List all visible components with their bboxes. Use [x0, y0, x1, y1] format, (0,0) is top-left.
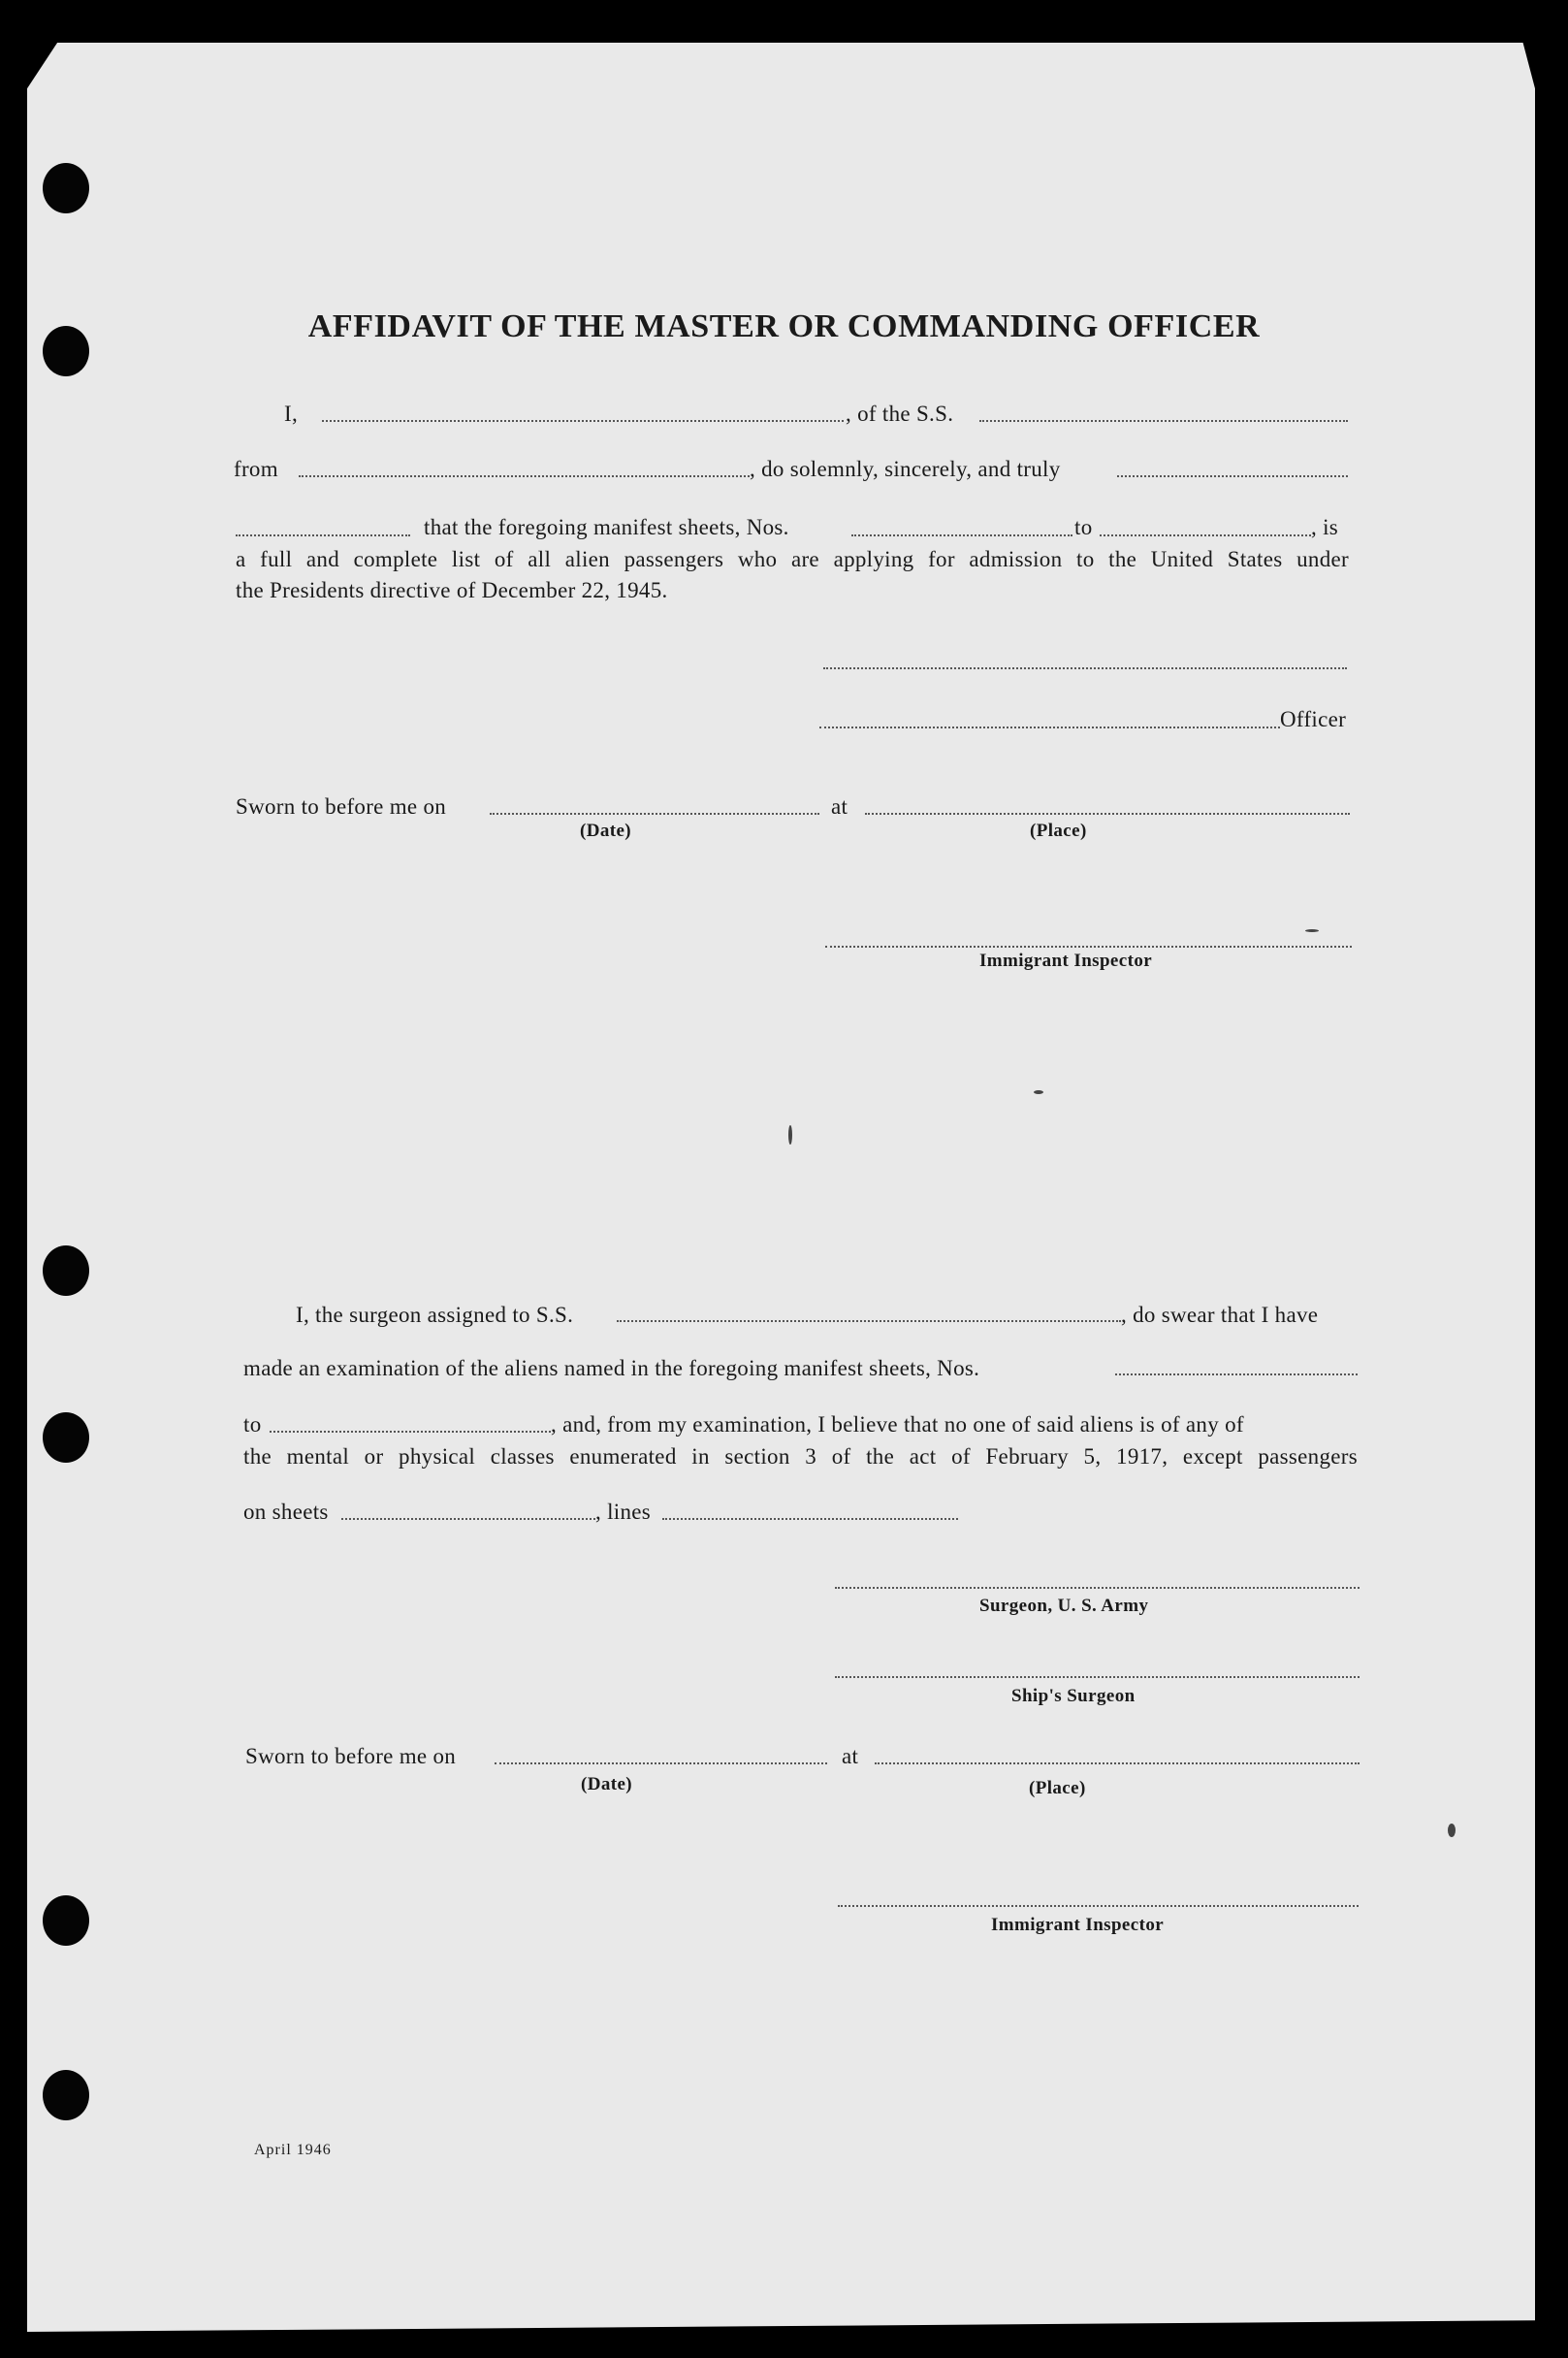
surgeon-line3-mid: , and, from my examination, I believe that no one of said aliens is of any of — [551, 1412, 1244, 1437]
master-line1-mid: , of the S.S. — [846, 402, 954, 426]
surgeon-line3-prefix: to — [243, 1412, 262, 1437]
speck — [1448, 1824, 1456, 1837]
officer-signature-line-1[interactable] — [823, 667, 1347, 669]
document-title: AFFIDAVIT OF THE MASTER OR COMMANDING OFFICER — [307, 308, 1261, 344]
master-line3-end: , is — [1311, 515, 1339, 539]
punch-hole-icon — [43, 163, 89, 213]
nos-from-blank[interactable] — [851, 534, 1072, 536]
master-line1-prefix: I, — [284, 402, 299, 426]
nos-to-blank[interactable] — [1100, 534, 1311, 536]
master-line3-to: to — [1074, 515, 1093, 539]
surgeon-inspector-signature-line[interactable] — [838, 1905, 1359, 1907]
surgeon-line5-prefix: on sheets — [243, 1500, 329, 1524]
surgeon-lines-blank[interactable] — [662, 1518, 958, 1520]
speck — [788, 1125, 792, 1145]
declare-blank[interactable] — [236, 534, 410, 536]
army-surgeon-signature-line[interactable] — [835, 1587, 1360, 1589]
surgeon-line1-prefix: I, the surgeon assigned to S.S. — [296, 1303, 574, 1327]
surgeon-nos-blank[interactable] — [1115, 1373, 1358, 1375]
surgeon-ship-blank[interactable] — [617, 1320, 1121, 1322]
officer-signature-line-2[interactable] — [819, 727, 1280, 728]
surgeon-line5-mid: , lines — [595, 1500, 652, 1524]
from-blank[interactable] — [299, 475, 750, 477]
army-surgeon-caption: Surgeon, U. S. Army — [979, 1596, 1149, 1616]
master-line4: a full and complete list of all alien passengers who are applying for admission to the United States under — [236, 547, 1349, 571]
master-sworn-place-blank[interactable] — [865, 813, 1350, 815]
punch-hole-icon — [43, 1412, 89, 1463]
master-inspector-caption: Immigrant Inspector — [979, 951, 1153, 971]
officer-label: Officer — [1280, 707, 1347, 731]
ship-surgeon-caption: Ship's Surgeon — [1011, 1686, 1136, 1706]
ship-surgeon-signature-line[interactable] — [835, 1676, 1360, 1678]
surgeon-to-blank[interactable] — [270, 1431, 551, 1433]
surgeon-sworn-prefix: Sworn to before me on — [245, 1744, 457, 1768]
master-date-caption: (Date) — [580, 821, 632, 841]
speck — [1305, 929, 1319, 932]
surgeon-sworn-at: at — [842, 1744, 859, 1768]
surgeon-line1-end: , do swear that I have — [1121, 1303, 1319, 1327]
surgeon-sworn-date-blank[interactable] — [495, 1762, 827, 1764]
master-line2-prefix: from — [234, 457, 278, 481]
form-date-footer: April 1946 — [254, 2142, 332, 2158]
surgeon-line2: made an examination of the aliens named in the foregoing manifest sheets, Nos. — [243, 1356, 980, 1380]
document-sheet — [27, 43, 1535, 2332]
master-place-caption: (Place) — [1030, 821, 1087, 841]
master-sworn-at: at — [831, 794, 848, 819]
master-inspector-signature-line[interactable] — [825, 946, 1352, 948]
surgeon-sheets-blank[interactable] — [341, 1518, 595, 1520]
master-sworn-prefix: Sworn to before me on — [236, 794, 447, 819]
name-blank[interactable] — [322, 420, 844, 422]
master-line5: the Presidents directive of December 22, 1945. — [236, 578, 668, 602]
master-sworn-date-blank[interactable] — [490, 813, 819, 815]
punch-hole-icon — [43, 1895, 89, 1946]
master-line2-mid: , do solemnly, sincerely, and truly — [750, 457, 1061, 481]
surgeon-line4: the mental or physical classes enumerated in section 3 of the act of February 5, 1917, except passengers — [243, 1444, 1358, 1469]
surgeon-inspector-caption: Immigrant Inspector — [991, 1915, 1165, 1935]
speck — [1034, 1090, 1043, 1094]
surgeon-place-caption: (Place) — [1029, 1778, 1086, 1798]
truly-blank[interactable] — [1117, 475, 1348, 477]
surgeon-sworn-place-blank[interactable] — [875, 1762, 1360, 1764]
master-line3-mid: that the foregoing manifest sheets, Nos. — [424, 515, 789, 539]
punch-hole-icon — [43, 1245, 89, 1296]
ship-blank[interactable] — [979, 420, 1348, 422]
punch-hole-icon — [43, 2070, 89, 2120]
surgeon-date-caption: (Date) — [581, 1774, 633, 1794]
